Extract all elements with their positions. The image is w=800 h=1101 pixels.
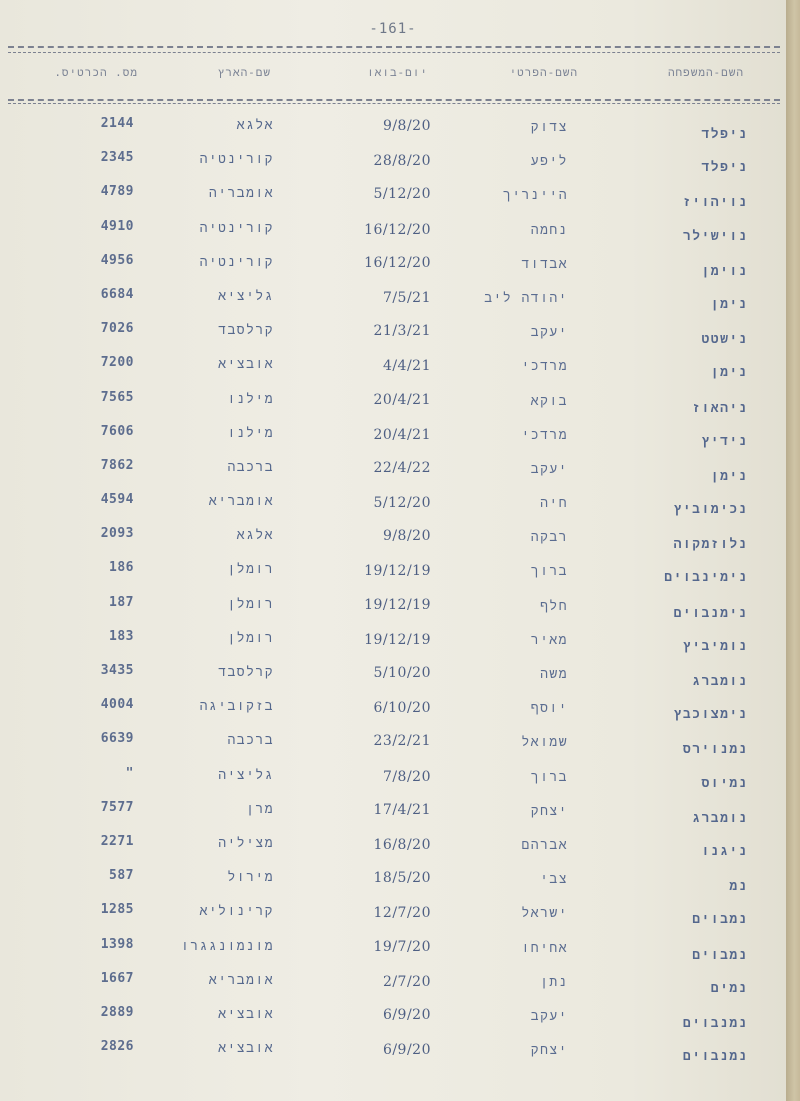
cert-number-cell: 4956 <box>100 252 134 268</box>
arrival-date-cell: 19/12/19 <box>364 631 431 648</box>
arrival-date-cell: 5/10/20 <box>373 665 431 681</box>
header-last-name: השם-המשפחה <box>667 66 744 79</box>
cert-number-cell: 187 <box>109 594 134 610</box>
country-cell: מונמונגגרו <box>180 938 274 954</box>
last-name-cell: נלוזמקוה <box>673 537 748 553</box>
header-top-rule-thin <box>8 52 780 53</box>
header-top-rule <box>8 46 780 48</box>
arrival-date-cell: 7/5/21 <box>382 289 431 306</box>
table-header <box>0 66 786 88</box>
last-name-cell: נמנוירס <box>682 742 748 758</box>
table-row <box>0 727 786 761</box>
header-bottom-rule <box>8 99 780 101</box>
last-name-cell: נמים <box>710 980 748 996</box>
table-row <box>0 317 786 351</box>
cert-number-cell: 1667 <box>100 970 134 986</box>
first-name-cell: ישראל <box>521 906 568 922</box>
first-name-cell: יעקב <box>530 1008 568 1024</box>
country-cell: מרן <box>246 801 274 817</box>
arrival-date-cell: 20/4/21 <box>373 426 431 443</box>
cert-number-cell: 7862 <box>100 457 134 473</box>
last-name-cell: נמבוים <box>692 912 748 928</box>
country-cell: אובציא <box>218 1006 274 1022</box>
last-name-cell: נומברג <box>692 674 748 689</box>
first-name-cell: מרדכי <box>521 359 568 375</box>
table-row <box>0 146 786 180</box>
table-row <box>0 249 786 283</box>
country-cell: מילנו <box>227 425 274 441</box>
table-row <box>0 693 786 727</box>
country-cell: קורינטיה <box>199 254 274 270</box>
last-name-cell: נידיץ <box>701 433 748 449</box>
last-name-cell: נימן <box>710 468 748 484</box>
arrival-date-cell: 22/4/22 <box>373 459 431 476</box>
country-cell: רומלן <box>227 562 274 578</box>
first-name-cell: היינריך <box>502 188 568 204</box>
table-row <box>0 830 786 864</box>
first-name-cell: ליפע <box>530 154 568 170</box>
last-name-cell: ניגנו <box>701 843 748 859</box>
cert-number-cell: 2144 <box>100 116 134 131</box>
country-cell: קורינטיה <box>199 220 274 236</box>
country-cell: אומבריה <box>208 186 274 202</box>
header-date: יום-בואו <box>367 66 428 79</box>
cert-number-cell: 4594 <box>100 492 134 508</box>
cert-number-cell: 7200 <box>100 355 134 371</box>
country-cell: קרלסבד <box>218 323 274 339</box>
country-cell: גליציה <box>218 767 274 783</box>
cert-number-cell: 587 <box>109 868 134 884</box>
table-row <box>0 1001 786 1035</box>
arrival-date-cell: 20/4/21 <box>373 391 431 408</box>
arrival-date-cell: 5/12/20 <box>373 495 431 512</box>
arrival-date-cell: 6/9/20 <box>382 1042 431 1059</box>
arrival-date-cell: 19/12/19 <box>364 563 431 580</box>
table-row <box>0 864 786 898</box>
country-cell: רומלן <box>227 596 274 612</box>
country-cell: מילנו <box>227 391 274 407</box>
arrival-date-cell: 17/4/21 <box>373 801 431 818</box>
last-name-cell: נוימן <box>701 263 748 279</box>
first-name-cell: נתן <box>540 974 568 990</box>
table-row <box>0 112 786 146</box>
first-name-cell: משה <box>540 667 568 682</box>
header-first-name: השם-הפרטי <box>509 66 578 79</box>
cert-number-cell: 6684 <box>100 286 134 302</box>
last-name-cell: נכימוביץ <box>673 502 748 518</box>
cert-number-cell: 7606 <box>100 423 134 439</box>
table-row <box>0 488 786 522</box>
table-row <box>0 659 786 693</box>
arrival-date-cell: 9/8/20 <box>382 528 431 545</box>
cert-number-cell: 183 <box>109 628 134 644</box>
last-name-cell: נומיביץ <box>682 638 748 654</box>
arrival-date-cell: 19/12/19 <box>364 596 431 613</box>
first-name-cell: יצחק <box>530 803 568 819</box>
first-name-cell: צבי <box>540 872 568 888</box>
cert-number-cell: 1398 <box>100 936 134 952</box>
arrival-date-cell: 21/3/21 <box>373 323 431 340</box>
arrival-date-cell: 2/7/20 <box>382 973 431 990</box>
first-name-cell: יצחק <box>530 1043 568 1059</box>
table-row <box>0 762 786 796</box>
header-bottom-rule-thin <box>8 103 780 104</box>
table-row <box>0 386 786 420</box>
cert-number-cell: 2345 <box>100 150 134 166</box>
table-row <box>0 1035 786 1069</box>
country-cell: גליציא <box>218 288 274 304</box>
last-name-cell: נימנבוים <box>673 605 748 621</box>
first-name-cell: מרדכי <box>521 427 568 443</box>
country-cell: מציליה <box>218 835 274 851</box>
last-name-cell: נמ <box>729 879 748 895</box>
arrival-date-cell: 18/5/20 <box>373 870 431 887</box>
table-row <box>0 351 786 385</box>
arrival-date-cell: 4/4/21 <box>382 358 431 375</box>
arrival-date-cell: 7/8/20 <box>382 768 431 785</box>
country-cell: קורינטיה <box>199 152 274 168</box>
first-name-cell: אברהם <box>521 837 568 853</box>
table-row <box>0 283 786 317</box>
cert-number-cell: 3435 <box>100 663 134 678</box>
table-row <box>0 796 786 830</box>
country-cell: רומלן <box>227 630 274 646</box>
first-name-cell: יעקב <box>530 461 568 477</box>
first-name-cell: יהודה ליב <box>484 290 568 306</box>
table-row <box>0 556 786 590</box>
cert-number-cell: 7565 <box>100 389 134 405</box>
table-row <box>0 522 786 556</box>
country-cell: קרינוליא <box>199 904 274 920</box>
last-name-cell: ניפלד <box>701 160 748 176</box>
last-name-cell: נימינבוים <box>664 570 748 586</box>
cert-number-cell: 6639 <box>100 731 134 747</box>
first-name-cell: חיה <box>540 496 568 512</box>
table-row <box>0 180 786 214</box>
cert-number-cell: 7026 <box>100 321 134 337</box>
last-name-cell: נומברג <box>692 810 748 826</box>
table-row <box>0 967 786 1001</box>
country-cell: מירול <box>227 870 274 886</box>
first-name-cell: שמואל <box>521 735 568 751</box>
table-row <box>0 454 786 488</box>
cert-number-cell: 1285 <box>100 902 134 918</box>
first-name-cell: מאיר <box>530 632 568 648</box>
arrival-date-cell: 16/8/20 <box>373 836 431 853</box>
country-cell: קרלסבד <box>218 665 274 680</box>
arrival-date-cell: 16/12/20 <box>364 221 431 238</box>
country-cell: ברכבה <box>227 459 274 475</box>
first-name-cell: חלף <box>540 598 568 614</box>
last-name-cell: נמבוים <box>692 947 748 963</box>
page-edge <box>786 0 800 1101</box>
cert-number-cell: 2826 <box>100 1039 134 1055</box>
cert-number-cell: 7577 <box>100 799 134 815</box>
first-name-cell: יוסף <box>530 701 568 717</box>
arrival-date-cell: 6/9/20 <box>382 1006 431 1023</box>
last-name-cell: ניפלד <box>701 127 748 142</box>
cert-number-cell: 4910 <box>100 218 134 234</box>
last-name-cell: נוישילר <box>682 228 748 244</box>
first-name-cell: ברוך <box>530 564 568 580</box>
last-name-cell: נימן <box>710 365 748 381</box>
table-row <box>0 215 786 249</box>
cert-number-cell: 4789 <box>100 184 134 200</box>
last-name-cell: נויהויז <box>682 195 748 211</box>
country-cell: אומבריא <box>208 494 274 510</box>
first-name-cell: בוקא <box>530 393 568 409</box>
last-name-cell: נמנבוים <box>682 1049 748 1065</box>
table-body <box>0 112 786 1069</box>
country-cell: אלגא <box>236 528 274 544</box>
cert-number-cell: 186 <box>109 560 134 576</box>
first-name-cell: ברוך <box>530 769 568 785</box>
country-cell: אובציא <box>218 1041 274 1057</box>
table-row <box>0 933 786 967</box>
last-name-cell: נימן <box>710 296 748 312</box>
page-number: -161- <box>369 21 417 37</box>
last-name-cell: נמיוס <box>701 775 748 791</box>
first-name-cell: אבדוד <box>521 256 568 272</box>
header-cert-no: מס. הכרטיס. <box>54 66 138 79</box>
table-row <box>0 420 786 454</box>
last-name-cell: נמנבוים <box>682 1015 748 1031</box>
arrival-date-cell: 28/8/20 <box>373 153 431 170</box>
country-cell: אומבריא <box>208 972 274 988</box>
cert-number-cell: 2093 <box>100 526 134 542</box>
first-name-cell: נחמה <box>530 222 568 238</box>
last-name-cell: ניהאוז <box>692 400 748 416</box>
table-row <box>0 898 786 932</box>
cert-number-cell: 2271 <box>100 833 134 849</box>
cert-number-cell: 4004 <box>100 697 134 713</box>
country-cell: אובציא <box>218 357 274 373</box>
arrival-date-cell: 5/12/20 <box>373 186 431 203</box>
arrival-date-cell: 23/2/21 <box>373 733 431 750</box>
table-row <box>0 625 786 659</box>
first-name-cell: אחיחו <box>521 940 568 956</box>
arrival-date-cell: 6/10/20 <box>373 700 431 717</box>
arrival-date-cell: 19/7/20 <box>373 938 431 955</box>
cert-number-cell: " <box>125 765 134 781</box>
first-name-cell: צדוק <box>530 120 568 135</box>
last-name-cell: נישטט <box>701 332 748 348</box>
arrival-date-cell: 9/8/20 <box>382 118 431 134</box>
cert-number-cell: 2889 <box>100 1004 134 1020</box>
first-name-cell: יעקב <box>530 325 568 341</box>
country-cell: ברכבה <box>227 733 274 749</box>
header-country: שם-הארץ <box>217 66 271 79</box>
country-cell: בזקוביגה <box>199 699 274 715</box>
arrival-date-cell: 16/12/20 <box>364 254 431 271</box>
first-name-cell: רבקה <box>530 530 568 546</box>
country-cell: אלגא <box>236 118 274 133</box>
table-row <box>0 591 786 625</box>
arrival-date-cell: 12/7/20 <box>373 905 431 922</box>
last-name-cell: נימצוכבץ <box>673 707 748 723</box>
